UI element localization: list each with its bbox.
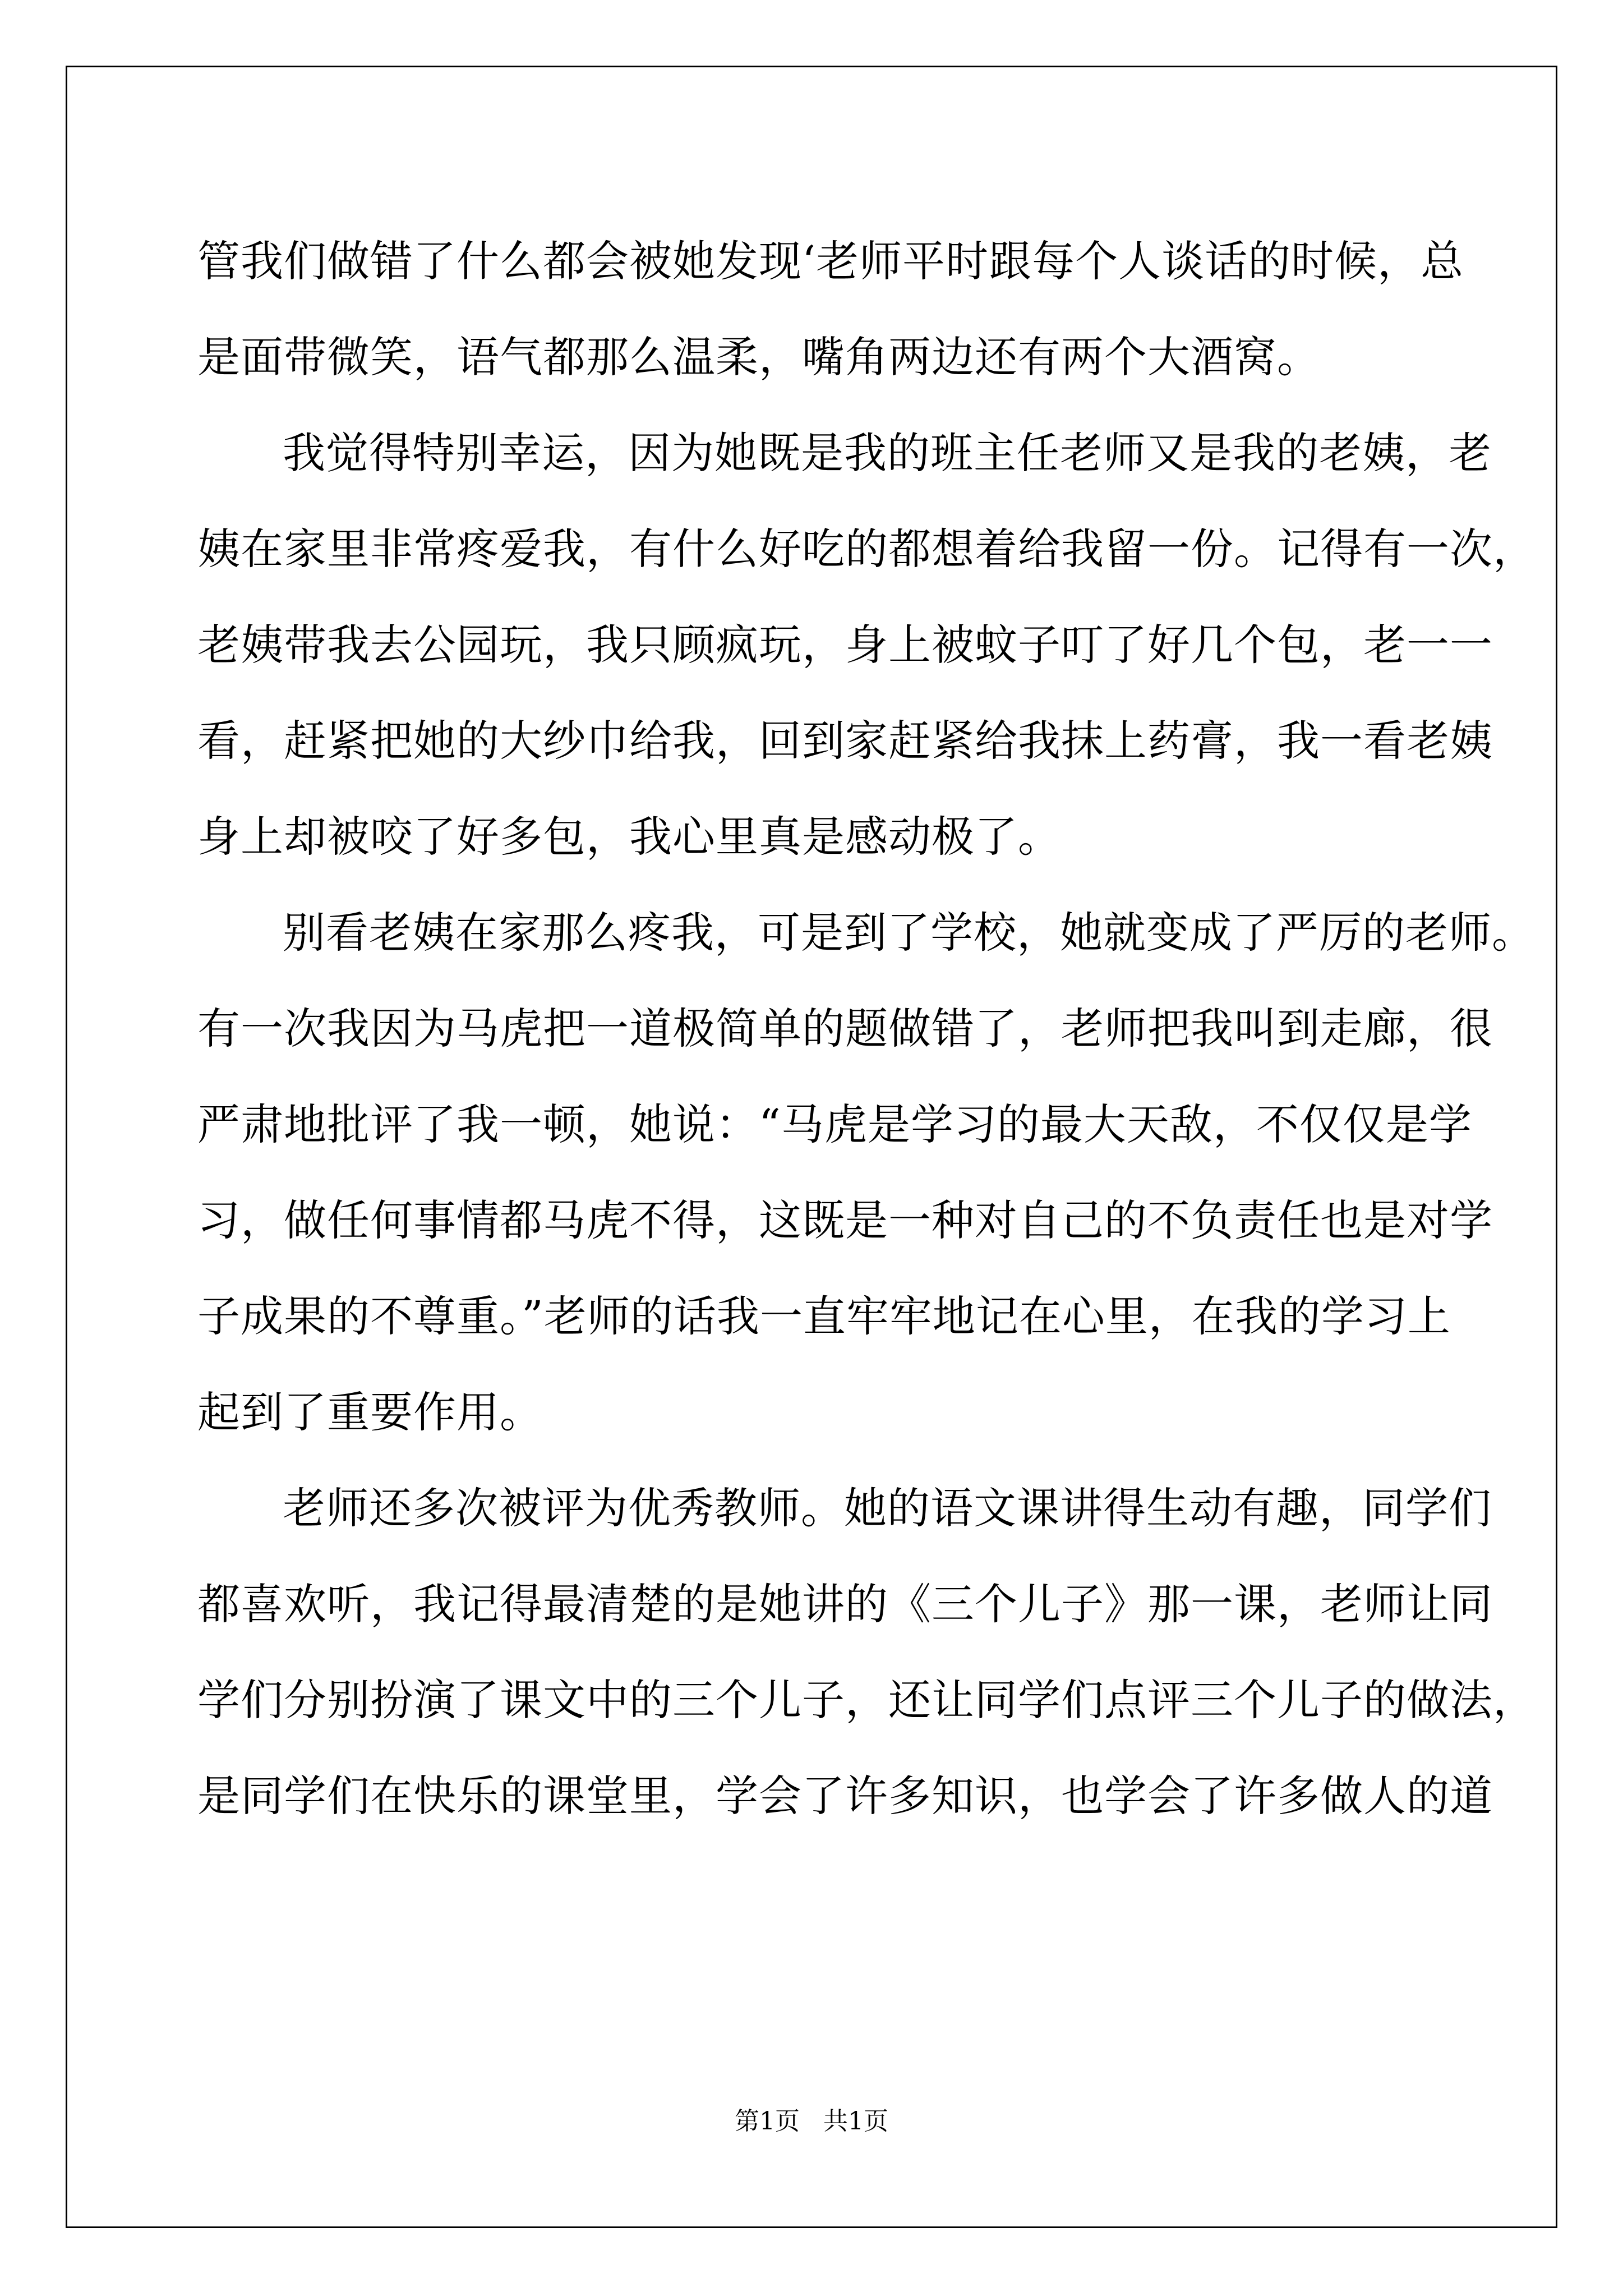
text-line: 管我们做错了什么都会被她发现‘老师平时跟每个人谈话的时候，总 <box>197 236 1464 286</box>
text-line: 是面带微笑，语气都那么温柔，嘴角两边还有两个大酒窝。 <box>197 332 1320 382</box>
text-line: 起到了重要作用。 <box>197 1387 543 1437</box>
text-line: 有一次我因为马虎把一道极简单的题做错了，老师把我叫到走廊，很 <box>197 1004 1493 1053</box>
text-line: 习，做任何事情都马虎不得，这既是一种对自己的不负责任也是对学 <box>197 1195 1493 1245</box>
text-line: 姨在家里非常疼爱我，有什么好吃的都想着给我留一份。记得有一次， <box>197 524 1536 574</box>
text-line: 学们分别扮演了课文中的三个儿子，还让同学们点评三个儿子的做法， <box>197 1675 1536 1725</box>
text-line: 老师还多次被评为优秀教师。她的语文课讲得生动有趣，同学们 <box>283 1483 1492 1533</box>
text-line: 老姨带我去公园玩，我只顾疯玩，身上被蚊子叮了好几个包，老一一 <box>197 620 1493 670</box>
page-number-footer: 第1页 共1页 <box>735 2107 888 2136</box>
text-line: 看，赶紧把她的大纱巾给我，回到家赶紧给我抹上药膏，我一看老姨 <box>197 716 1493 766</box>
document-body <box>197 213 1536 1844</box>
paragraph-1 <box>197 213 1464 405</box>
text-line: 别看老姨在家那么疼我，可是到了学校，她就变成了严厉的老师。 <box>283 908 1535 958</box>
text-line: 严肃地批评了我一顿，她说：“马虎是学习的最大天敌，不仅仅是学 <box>197 1099 1472 1149</box>
paragraph-2 <box>197 405 1536 885</box>
paragraph-3 <box>197 885 1535 1460</box>
text-line: 子成果的不尊重。”老师的话我一直牢牢地记在心里，在我的学习上 <box>197 1291 1451 1341</box>
text-line: 都喜欢听，我记得最清楚的是她讲的《三个儿子》那一课，老师让同 <box>197 1579 1493 1629</box>
text-line: 是同学们在快乐的课堂里，学会了许多知识，也学会了许多做人的道 <box>197 1771 1493 1821</box>
paragraph-4 <box>197 1460 1536 1844</box>
text-line: 我觉得特别幸运，因为她既是我的班主任老师又是我的老姨，老 <box>283 428 1492 478</box>
text-line: 身上却被咬了好多包，我心里真是感动极了。 <box>197 812 1061 862</box>
